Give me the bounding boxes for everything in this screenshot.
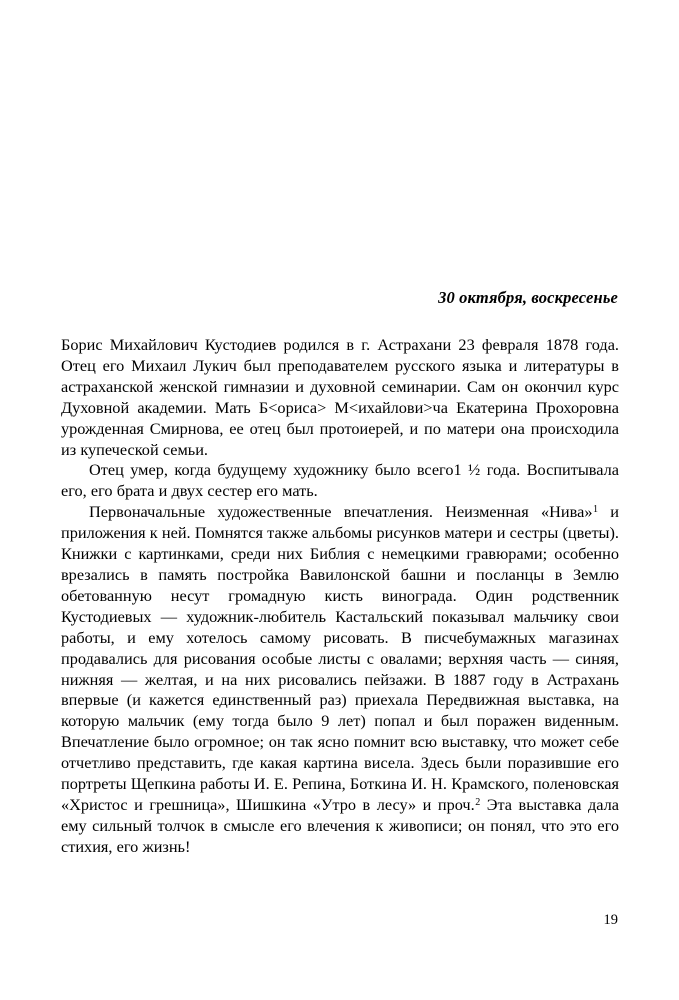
date-heading: 30 октября, воскресенье (438, 288, 618, 307)
paragraph: Борис Михайлович Кустодиев родился в г. Астрахани 23 февраля 1878 года. Отец его Михаил Лукич был преподавателем русского языка и литературы в астраханской женской гимназии и духовной семинарии. Сам он окончил курс Духовной академии. Мать Б<ориса> М<ихайлови>ча Екатерина Прохоровна урожденная Смирнова, ее отец был протоиерей, и по матери она происходила из купеческой семьи. (61, 335, 619, 459)
body-text-column (61, 335, 619, 858)
page-number: 19 (603, 912, 618, 928)
paragraph: Первоначальные художественные впечатления. Неизменная «Нива»$^1$ и приложения к ней. Помнятся также альбомы рисунков матери и сестры (цветы). Книжки с картинками, среди них Библия с немецкими гравюрами; особенно врезались в память постройка Вавилонской башни и посланцы в Землю обетованную несут громадную кисть винограда. Один родственник Кустодиевых — художник-любитель Кастальский показывал мальчику свои работы, и ему хотелось самому рисовать. В писчебумажных магазинах продавались для рисования особые листы с овалами; верхняя часть — синяя, нижняя — желтая, и на них рисовались пейзажи. В 1887 году в Астрахань впервые (и кажется единственный раз) приехала Передвижная выставка, на которую мальчик (ему тогда было 9 лет) попал и был поражен виденным. Впечатление было огромное; он так ясно помнит всю выставку, что может себе отчетливо представить, где какая картина висела. Здесь были поразившие его портреты Щепкина работы И. Е. Репина, Боткина И. Н. Крамского, поленовская «Христос и грешница», Шишкина «Утро в лесу» и проч.$^2$ Эта выставка дала ему сильный толчок в смысле его влечения к живописи; он понял, что это его стихия, его жизнь! (61, 502, 619, 856)
paragraph: Отец умер, когда будущему художнику было всего1 ½ года. Воспитывала его, его брата и двух сестер его мать. (61, 460, 619, 501)
footnote-reference: 2 (475, 796, 481, 808)
footnote-reference: 1 (592, 504, 599, 515)
